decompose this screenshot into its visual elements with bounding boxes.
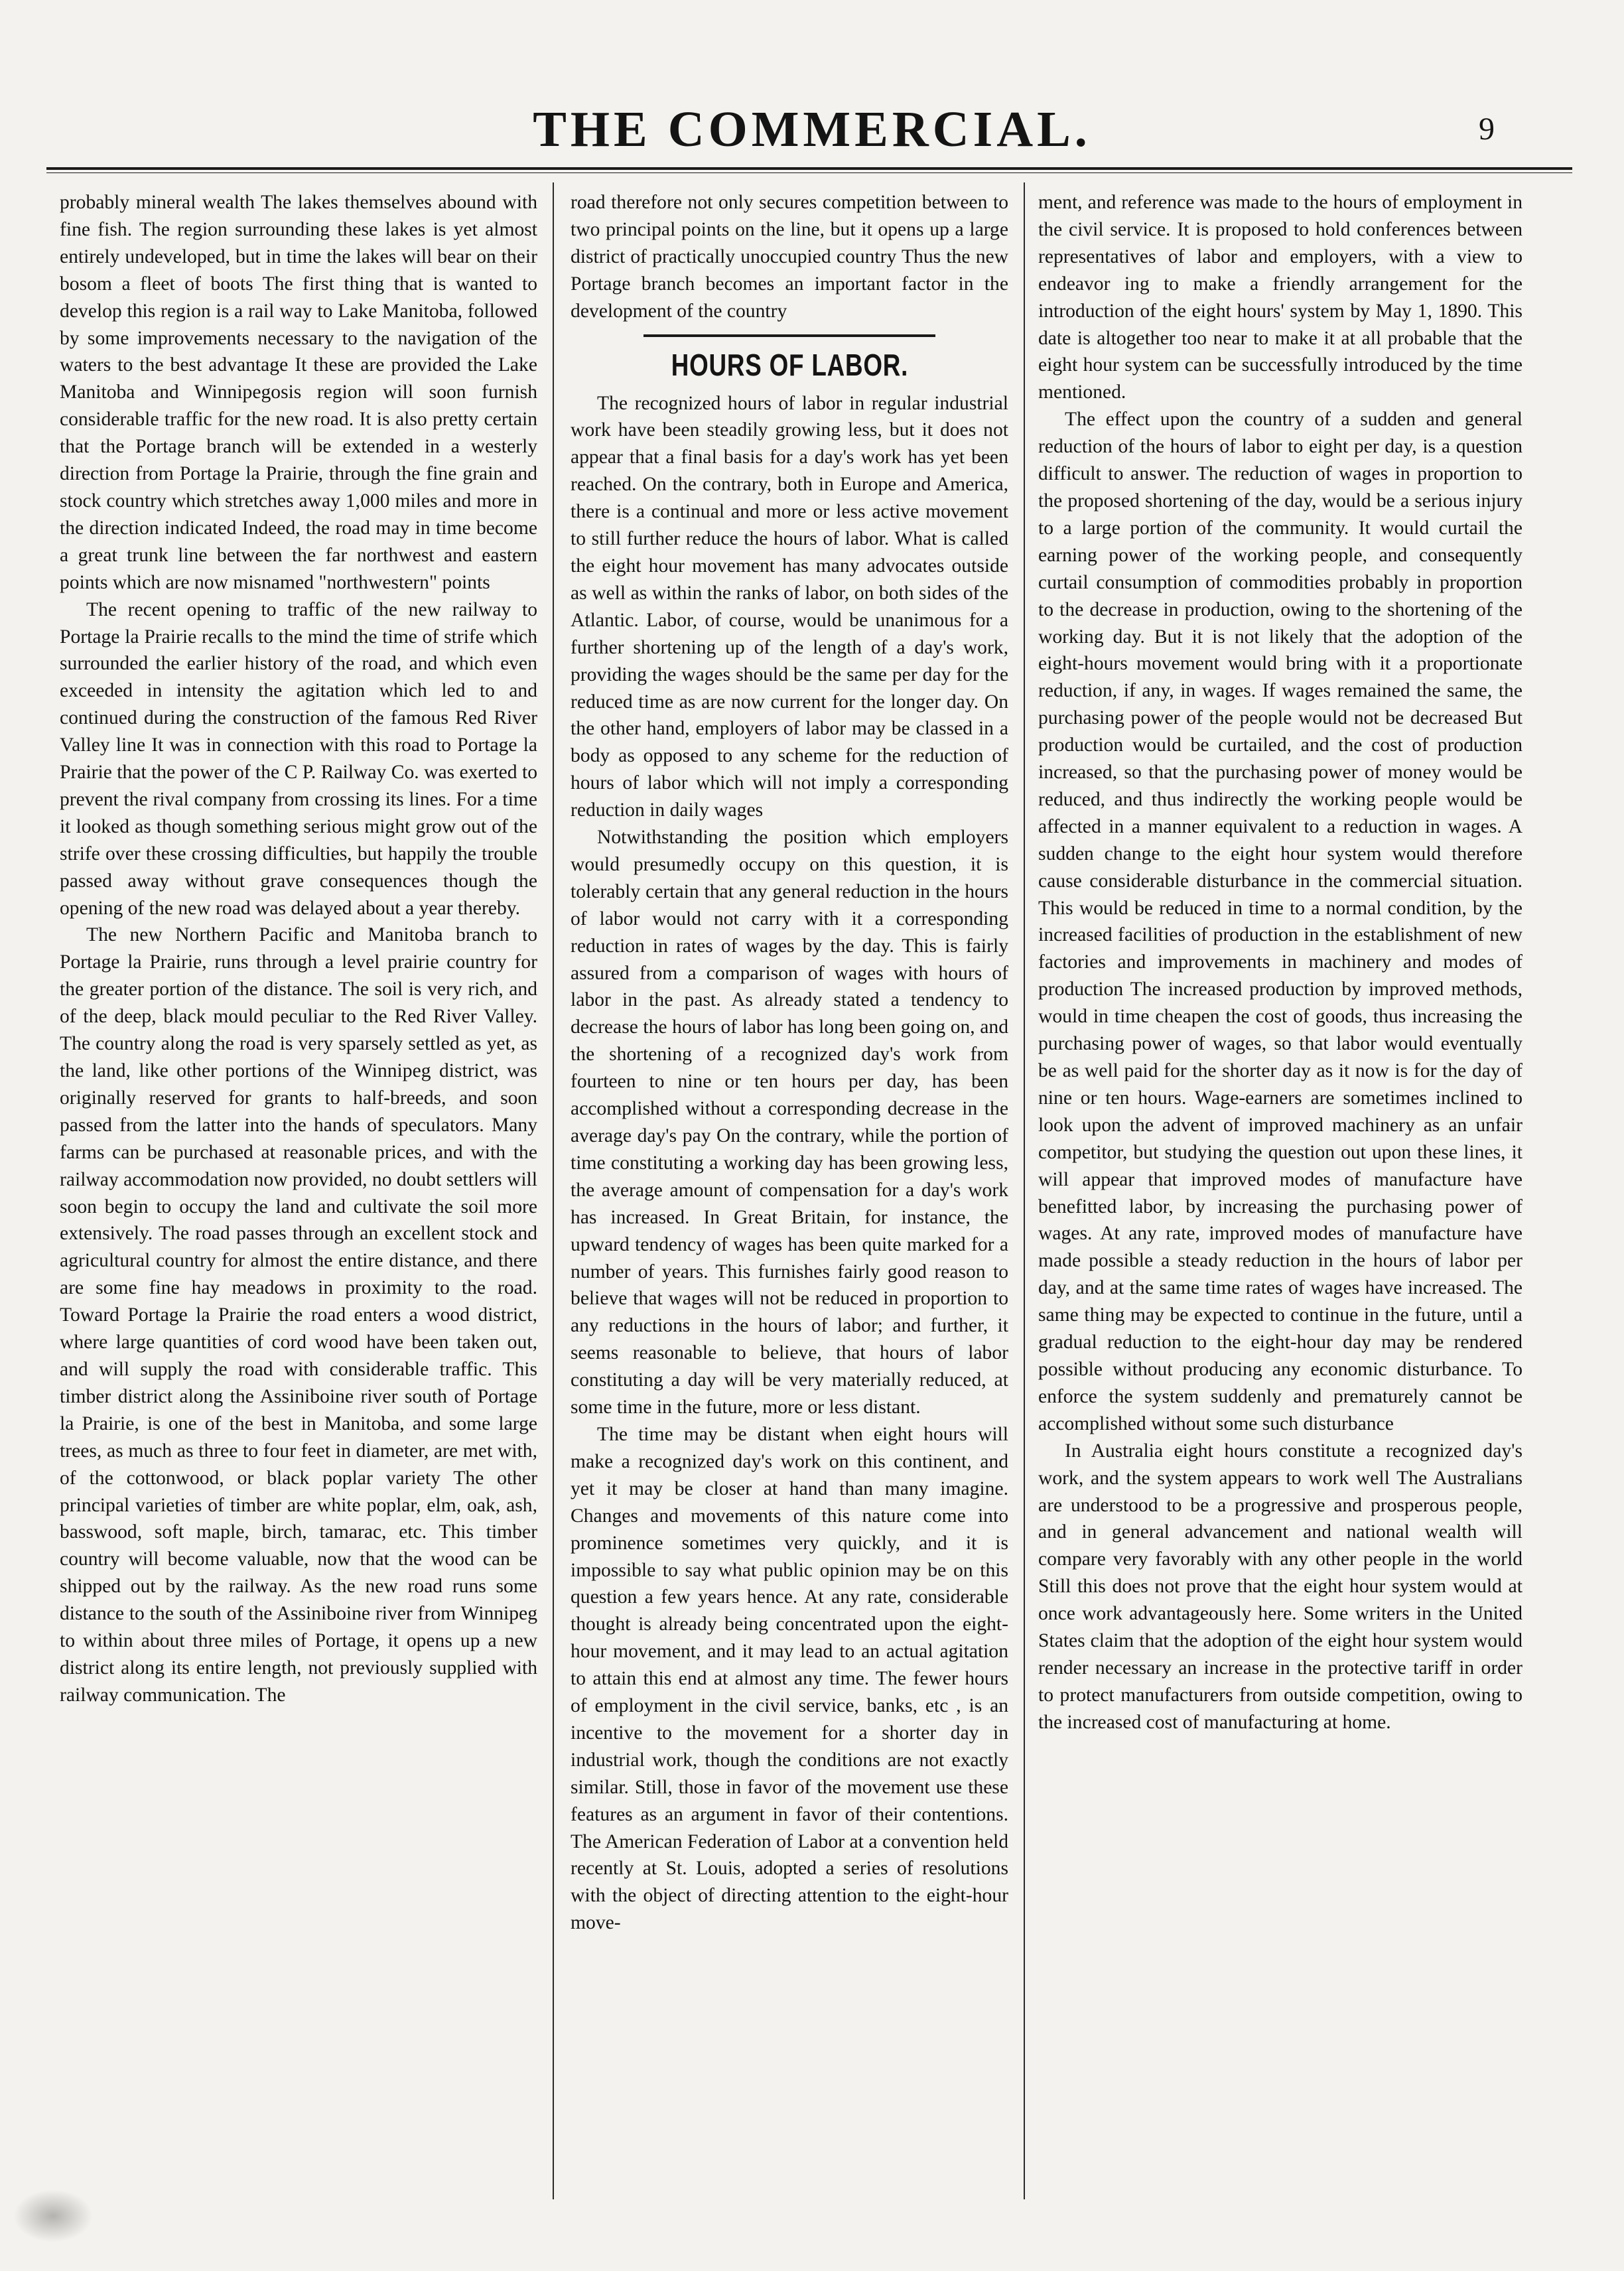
paragraph: In Australia eight hours constitute a recognized day's work, and the system appears to work well The Australians are understood to be a progressive and prosperous people, and in general advancement and national wealth will compare very favorably with any other people in the world Still this does not prove that the eight hour system would at once work advantageously here. Some writers in the United States claim that the adoption of the eight hour system would render necessary an increase in the protective tariff in order to protect manufacturers from outside competition, owing to the increased cost of manufacturing at home. [1038, 1440, 1522, 1733]
paragraph: The recognized hours of labor in regular industrial work have been steadily growing less, but it does not appear that a final basis for a day's work has yet been reached. On the contrary, both in Europe and America, there is a continual and more or less active movement to still further reduce the hours of labor. What is called the eight hour movement has many advocates outside as well as within the ranks of labor, on both sides of the Atlantic. Labor, of course, would be unanimous for a further shortening up of the length of a day's work, providing the wages should be the same per day for the reduced time as are now current for the longer day. On the other hand, employers of labor may be classed in a body as opposed to any scheme for the reduction of hours of labor which will not imply a corresponding reduction in daily wages [571, 392, 1008, 821]
article-headline: HOURS OF LABOR. [671, 347, 908, 382]
paragraph: probably mineral wealth The lakes themselves abound with fine fish. The region surrounding these lakes is yet almost entirely undeveloped, but in time the lakes will bear on their bosom a fleet of boots The first thing that is wanted to develop this region is a rail way to Lake Manitoba, followed by some improvements necessary to the navigation of the waters to the best advantage It these are provided the Lake Manitoba and Winnipegosis region will soon furnish considerable traffic for the new road. It is also pretty certain that the Portage branch will be extended in a westerly direction from Portage la Prairie, through the fine grain and stock country which stretches away 1,000 miles and more in the direction indicated Indeed, the road may in time become a great trunk line between the far northwest and eastern points which are now misnamed "northwestern" points [60, 192, 537, 593]
paragraph: The recent opening to traffic of the new railway to Portage la Prairie recalls to the mind the time of strife which surrounded the earlier history of the road, and which even exceeded in intensity the agitation which led to and continued during the construction of the famous Red River Valley line It was in connection with this road to Portage la Prairie that the power of the C P. Railway Co. was exerted to prevent the rival company from crossing its lines. For a time it looked as though something serious might grow out of the strife over these crossing difficulties, but happily the trouble passed away without grave consequences though the opening of the new road was delayed about a year thereby. [60, 598, 537, 919]
page-number: 9 [1479, 111, 1495, 147]
headline-rule [643, 334, 935, 337]
newspaper-title: THE COMMERCIAL. [533, 102, 1091, 157]
column-divider [1024, 182, 1025, 2199]
ink-smudge [13, 2189, 93, 2242]
paragraph: ment, and reference was made to the hours of employment in the civil service. It is proposed to hold conferences between representatives of labor and employers, with a view to endeavor ing to make a friendly arrangement for the introduction of the eight hours' system by May 1, 1890. This date is altogether too near to make it at all probable that the eight hour system can be successfully introduced by the time mentioned. [1038, 192, 1522, 403]
column-3 [1038, 189, 1522, 2179]
column-divider [553, 182, 554, 2199]
paragraph: Notwithstanding the position which employers would presumedly occupy on this question, it is tolerably certain that any general reduction in the hours of labor would not carry with it a corresponding reduction in rates of wages by the day. This is fairly assured from a comparison of wages with hours of labor in the past. As already stated a tendency to decrease the hours of labor has long been going on, and the shortening of a recognized day's work from fourteen to nine or ten hours per day, has been accomplished without a corresponding decrease in the average day's pay On the contrary, while the portion of time constituting a working day has been growing less, the average amount of compensation for a day's work has increased. In Great Britain, for instance, the upward tendency of wages has been quite marked for a number of years. This furnishes fairly good reason to believe that wages will not be reduced in proportion to any reductions in the hours of labor; and further, it seems reasonable to believe, that hours of labor constituting a day will be very materially reduced, at some time in the future, more or less distant. [571, 827, 1008, 1418]
masthead-rule-thin [46, 172, 1572, 173]
column-1 [60, 189, 537, 2179]
masthead [0, 100, 1624, 159]
paragraph: The time may be distant when eight hours will make a recognized day's work on this continent, and yet it may be closer at hand than many imagine. Changes and movements of this nature come into prominence sometimes very quickly, and it is impossible to say what public opinion may be on this question a few years hence. At any rate, considerable thought is already being concentrated upon the eight-hour movement, and it may lead to an actual agitation to attain this end at almost any time. The fewer hours of employment in the civil service, banks, etc , is an incentive to the movement for a shorter day in industrial work, though the conditions are not exactly similar. Still, those in favor of the movement use these features as an argument in favor of their contentions. The American Federation of Labor at a convention held recently at St. Louis, adopted a series of resolutions with the object of directing attention to the eight-hour move- [571, 1423, 1008, 1934]
paragraph: The new Northern Pacific and Manitoba branch to Portage la Prairie, runs through a level prairie country for the greater portion of the distance. The soil is very rich, and of the deep, black mould peculiar to the Red River Valley. The country along the road is very sparsely settled as yet, as the land, like other portions of the Winnipeg district, was originally reserved for grants to half-breeds, and soon passed from the latter into the hands of speculators. Many farms can be purchased at reasonable prices, and with the railway accommodation now provided, no doubt settlers will soon begin to occupy the land and cultivate the soil more extensively. The road passes through an excellent stock and agricultural country for almost the entire distance, and there are some fine hay meadows in proximity to the road. Toward Portage la Prairie the road enters a wood district, where large quantities of cord wood have been taken out, and will supply the road with considerable traffic. This timber district along the Assiniboine river south of Portage la Prairie, is one of the best in Manitoba, and some large trees, as much as three to four feet in diameter, are met with, of the cottonwood, or black poplar variety The other principal varieties of timber are white poplar, elm, oak, ash, basswood, soft maple, birch, tamarac, etc. This timber country will become valuable, now that the wood can be shipped out by the railway. As the new road runs some distance to the south of the Assiniboine river from Winnipeg to within about three miles of Portage, it opens up a new district along its entire length, not previously supplied with railway communication. The [60, 924, 537, 1706]
column-2 [571, 189, 1008, 2179]
masthead-rule [46, 167, 1572, 170]
headline-block [571, 334, 1008, 383]
paragraph: The effect upon the country of a sudden and general reduction of the hours of labor to eight per day, is a question difficult to answer. The reduction of wages in proportion to the proposed shortening of the day, would be a serious injury to a large portion of the community. It would curtail the earning power of the working people, and consequently curtail consumption of commodities probably in proportion to the decrease in production, owing to the shortening of the working day. But it is not likely that the adoption of the eight-hours movement would bring with it a proportionate reduction, if any, in wages. If wages remained the same, the purchasing power of the people would not be decreased But production would be curtailed, and the cost of production increased, so that the purchasing power of money would be reduced, and thus indirectly the working people would be affected in a manner equivalent to a reduction in wages. A sudden change to the eight hour system would therefore cause considerable disturbance in the commercial situation. This would be reduced in time to a normal condition, by the increased facilities of production in the establishment of new factories and improvements in machinery and modes of production The increased production by improved methods, would in time cheapen the cost of goods, thus increasing the purchasing power of wages, so that labor would eventually be as well paid for the shorter day as it now is for the day of nine or ten hours. Wage-earners are sometimes inclined to look upon the advent of improved machinery as an unfair competitor, but studying the question out upon these lines, it will appear that improved modes of manufacture have benefitted labor, by increasing the purchasing power of wages. At any rate, improved modes of manufacture have made possible a steady reduction in the hours of labor per day, and at the same time rates of wages have increased. The same thing may be expected to continue in the future, until a gradual reduction to the eight-hour day may be rendered possible without producing any economic disturbance. To enforce the system suddenly and prematurely cannot be accomplished without some such disturbance [1038, 409, 1522, 1434]
paragraph: road therefore not only secures competition between to two principal points on the line, but it opens up a large district of practically unoccupied country Thus the new Portage branch becomes an important factor in the development of the country [571, 192, 1008, 322]
